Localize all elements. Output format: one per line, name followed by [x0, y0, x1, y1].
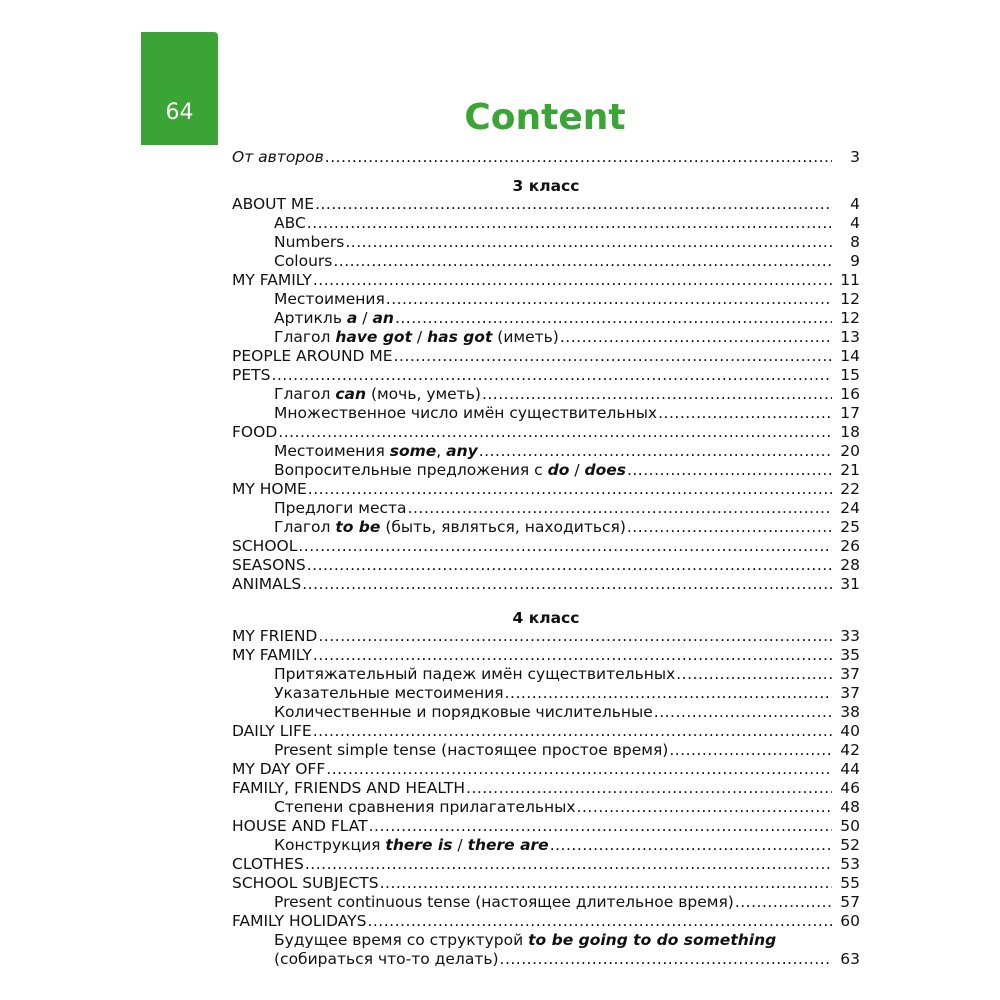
toc-entry-label: MY HOME	[232, 480, 307, 498]
toc-entry-label: HOUSE AND FLAT	[232, 817, 368, 835]
toc-page-number: 42	[840, 741, 860, 759]
toc-subentry[interactable]	[274, 214, 860, 233]
toc-page-number: 50	[840, 817, 860, 835]
leader-dots	[313, 722, 832, 741]
toc-entry-label: SCHOOL SUBJECTS	[232, 874, 379, 892]
toc-page-number: 13	[840, 328, 860, 346]
toc-page-number: 37	[840, 665, 860, 683]
toc-entry-label: MY FAMILY	[232, 271, 312, 289]
leader-dots	[479, 442, 832, 461]
leader-dots	[627, 461, 832, 480]
leader-dots	[669, 741, 832, 760]
leader-dots	[505, 684, 832, 703]
toc-entry-label: От авторов	[232, 148, 324, 166]
leader-dots	[550, 836, 832, 855]
toc-entry-label: (собираться что-то делать)	[274, 950, 499, 968]
toc-page-number: 52	[840, 836, 860, 854]
toc-page-number: 53	[840, 855, 860, 873]
page-title: Content	[464, 97, 626, 138]
toc-entry-label: DAILY LIFE	[232, 722, 312, 740]
toc-subentry[interactable]	[274, 518, 860, 537]
toc-entry-label: Present simple tense (настоящее простое время)	[274, 741, 669, 759]
toc-entry-label: MY FAMILY	[232, 646, 312, 664]
toc-subentry[interactable]	[274, 404, 860, 423]
toc-entry-label: Colours	[274, 252, 333, 270]
toc-page-number: 21	[840, 461, 860, 479]
toc-subentry[interactable]	[274, 665, 860, 684]
toc-entry[interactable]	[232, 779, 860, 798]
toc-page-number: 28	[840, 556, 860, 574]
toc-entry-label: Множественное число имён существительных	[274, 404, 658, 422]
toc-entry-label: Глагол can (мочь, уметь)	[274, 385, 481, 403]
leader-dots	[676, 665, 832, 684]
toc-page-number: 44	[840, 760, 860, 778]
leader-dots	[278, 423, 832, 442]
toc-entry-label: Количественные и порядковые числительные	[274, 703, 653, 721]
leader-dots	[395, 309, 832, 328]
leader-dots	[271, 366, 832, 385]
toc-entry-label: FOOD	[232, 423, 278, 441]
leader-dots	[735, 893, 832, 912]
toc-entry-label: Numbers	[274, 233, 345, 251]
leader-dots	[305, 855, 832, 874]
toc-entry-label: Предлоги места	[274, 499, 407, 517]
toc-page-number: 63	[840, 950, 860, 968]
toc-page-number: 12	[840, 290, 860, 308]
toc-subentry[interactable]	[274, 741, 860, 760]
toc-page-number: 3	[850, 148, 860, 166]
leader-dots	[325, 148, 832, 167]
toc-entry[interactable]	[232, 760, 860, 779]
toc-page-number: 16	[840, 385, 860, 403]
toc-subentry[interactable]	[274, 385, 860, 404]
toc-entry[interactable]	[232, 912, 860, 931]
toc-subentry[interactable]	[274, 252, 860, 271]
toc-entry-label: Будущее время со структурой	[274, 931, 529, 949]
toc-page-number: 57	[840, 893, 860, 911]
leader-dots	[333, 252, 832, 271]
leader-dots	[466, 779, 832, 798]
toc-subentry[interactable]	[274, 442, 860, 461]
toc-entry-label-emphasis: to be going to do something	[528, 931, 777, 949]
toc-entry[interactable]	[232, 480, 860, 499]
leader-dots	[313, 271, 832, 290]
toc-entry-label: MY DAY OFF	[232, 760, 326, 778]
toc-entry-label: FAMILY HOLIDAYS	[232, 912, 367, 930]
leader-dots	[307, 556, 832, 575]
leader-dots	[302, 575, 832, 594]
leader-dots	[627, 518, 832, 537]
toc-entry-label: Степени сравнения прилагательных	[274, 798, 576, 816]
leader-dots	[394, 347, 832, 366]
toc-entry[interactable]	[232, 347, 860, 366]
toc-subentry[interactable]	[274, 950, 860, 969]
toc-page-number: 14	[840, 347, 860, 365]
toc-entry-label: CLOTHES	[232, 855, 304, 873]
toc-entry-label: Конструкция there is / there are	[274, 836, 549, 854]
toc-entry-label: Местоимения	[274, 290, 385, 308]
toc-entry-label: Present continuous tense (настоящее длительное время)	[274, 893, 734, 911]
leader-dots	[482, 385, 832, 404]
toc-page-number: 60	[840, 912, 860, 930]
leader-dots	[345, 233, 832, 252]
leader-dots	[308, 480, 832, 499]
toc-entry-label: Глагол to be (быть, являться, находиться)	[274, 518, 626, 536]
leader-dots	[367, 912, 832, 931]
toc-page-number: 40	[840, 722, 860, 740]
toc-entry[interactable]	[232, 556, 860, 575]
toc-page-number: 38	[840, 703, 860, 721]
toc-entry-label: Местоимения some, any	[274, 442, 478, 460]
toc-page-number: 46	[840, 779, 860, 797]
toc-entry-label: Указательные местоимения	[274, 684, 504, 702]
toc-entry-label: ABOUT ME	[232, 195, 315, 213]
toc-entry[interactable]	[232, 537, 860, 556]
leader-dots	[654, 703, 832, 722]
leader-dots	[500, 950, 832, 969]
toc-entry-label: ANIMALS	[232, 575, 302, 593]
section-heading-grade-4: 4 класс	[512, 609, 580, 627]
toc-entry-label: ABC	[274, 214, 306, 232]
leader-dots	[658, 404, 832, 423]
toc-page-number: 24	[840, 499, 860, 517]
leader-dots	[298, 537, 832, 556]
toc-page-number: 37	[840, 684, 860, 702]
toc-subentry[interactable]	[274, 328, 860, 347]
toc-entry-label: PEOPLE AROUND ME	[232, 347, 393, 365]
toc-entry-intro[interactable]	[232, 148, 860, 167]
toc-page-number: 9	[850, 252, 860, 270]
leader-dots	[560, 328, 832, 347]
toc-page-number: 17	[840, 404, 860, 422]
leader-dots	[318, 627, 832, 646]
toc-subentry-first-line[interactable]	[274, 931, 860, 950]
toc-page-number: 25	[840, 518, 860, 536]
toc-entry[interactable]	[232, 366, 860, 385]
toc-entry[interactable]	[232, 195, 860, 214]
leader-dots	[313, 646, 832, 665]
leader-dots	[408, 499, 832, 518]
toc-page-number: 15	[840, 366, 860, 384]
toc-entry[interactable]	[232, 817, 860, 836]
toc-entry[interactable]	[232, 575, 860, 594]
leader-dots	[307, 214, 832, 233]
toc-subentry[interactable]	[274, 499, 860, 518]
toc-page-number: 55	[840, 874, 860, 892]
toc-page-number: 31	[840, 575, 860, 593]
toc-page-number: 35	[840, 646, 860, 664]
toc-page-number: 48	[840, 798, 860, 816]
toc-subentry[interactable]	[274, 703, 860, 722]
leader-dots	[369, 817, 832, 836]
toc-subentry[interactable]	[274, 893, 860, 912]
toc-entry[interactable]	[232, 627, 860, 646]
toc-page-number: 22	[840, 480, 860, 498]
toc-page-number: 20	[840, 442, 860, 460]
toc-entry-label: FAMILY, FRIENDS AND HEALTH	[232, 779, 466, 797]
toc-page-number: 4	[850, 195, 860, 213]
toc-page-number: 8	[850, 233, 860, 251]
toc-entry[interactable]	[232, 855, 860, 874]
toc-entry-label: PETS	[232, 366, 271, 384]
toc-entry-label: Артикль a / an	[274, 309, 394, 327]
toc-page-number: 18	[840, 423, 860, 441]
toc-subentry[interactable]	[274, 290, 860, 309]
toc-entry[interactable]	[232, 423, 860, 442]
toc-subentry[interactable]	[274, 684, 860, 703]
toc-entry-label: Вопросительные предложения с do / does	[274, 461, 626, 479]
toc-page-number: 12	[840, 309, 860, 327]
page-number-tab	[141, 32, 218, 145]
toc-page-number: 4	[850, 214, 860, 232]
toc-entry-label: SEASONS	[232, 556, 306, 574]
toc-entry-label: Притяжательный падеж имён существительных	[274, 665, 676, 683]
leader-dots	[315, 195, 832, 214]
leader-dots	[380, 874, 832, 893]
page-number: 64	[165, 100, 194, 125]
leader-dots	[386, 290, 832, 309]
section-heading-grade-3: 3 класс	[512, 177, 580, 195]
toc-entry[interactable]	[232, 722, 860, 741]
toc-subentry[interactable]	[274, 309, 860, 328]
toc-entry-label: SCHOOL	[232, 537, 298, 555]
toc-page-number: 26	[840, 537, 860, 555]
toc-page-number: 11	[840, 271, 860, 289]
toc-subentry[interactable]	[274, 461, 860, 480]
toc-entry[interactable]	[232, 646, 860, 665]
toc-entry[interactable]	[232, 874, 860, 893]
toc-entry-label: MY FRIEND	[232, 627, 318, 645]
toc-subentry[interactable]	[274, 798, 860, 817]
toc-subentry[interactable]	[274, 233, 860, 252]
toc-subentry[interactable]	[274, 836, 860, 855]
toc-entry[interactable]	[232, 271, 860, 290]
leader-dots	[577, 798, 832, 817]
toc-entry-label: Глагол have got / has got (иметь)	[274, 328, 559, 346]
leader-dots	[326, 760, 832, 779]
toc-page-number: 33	[840, 627, 860, 645]
